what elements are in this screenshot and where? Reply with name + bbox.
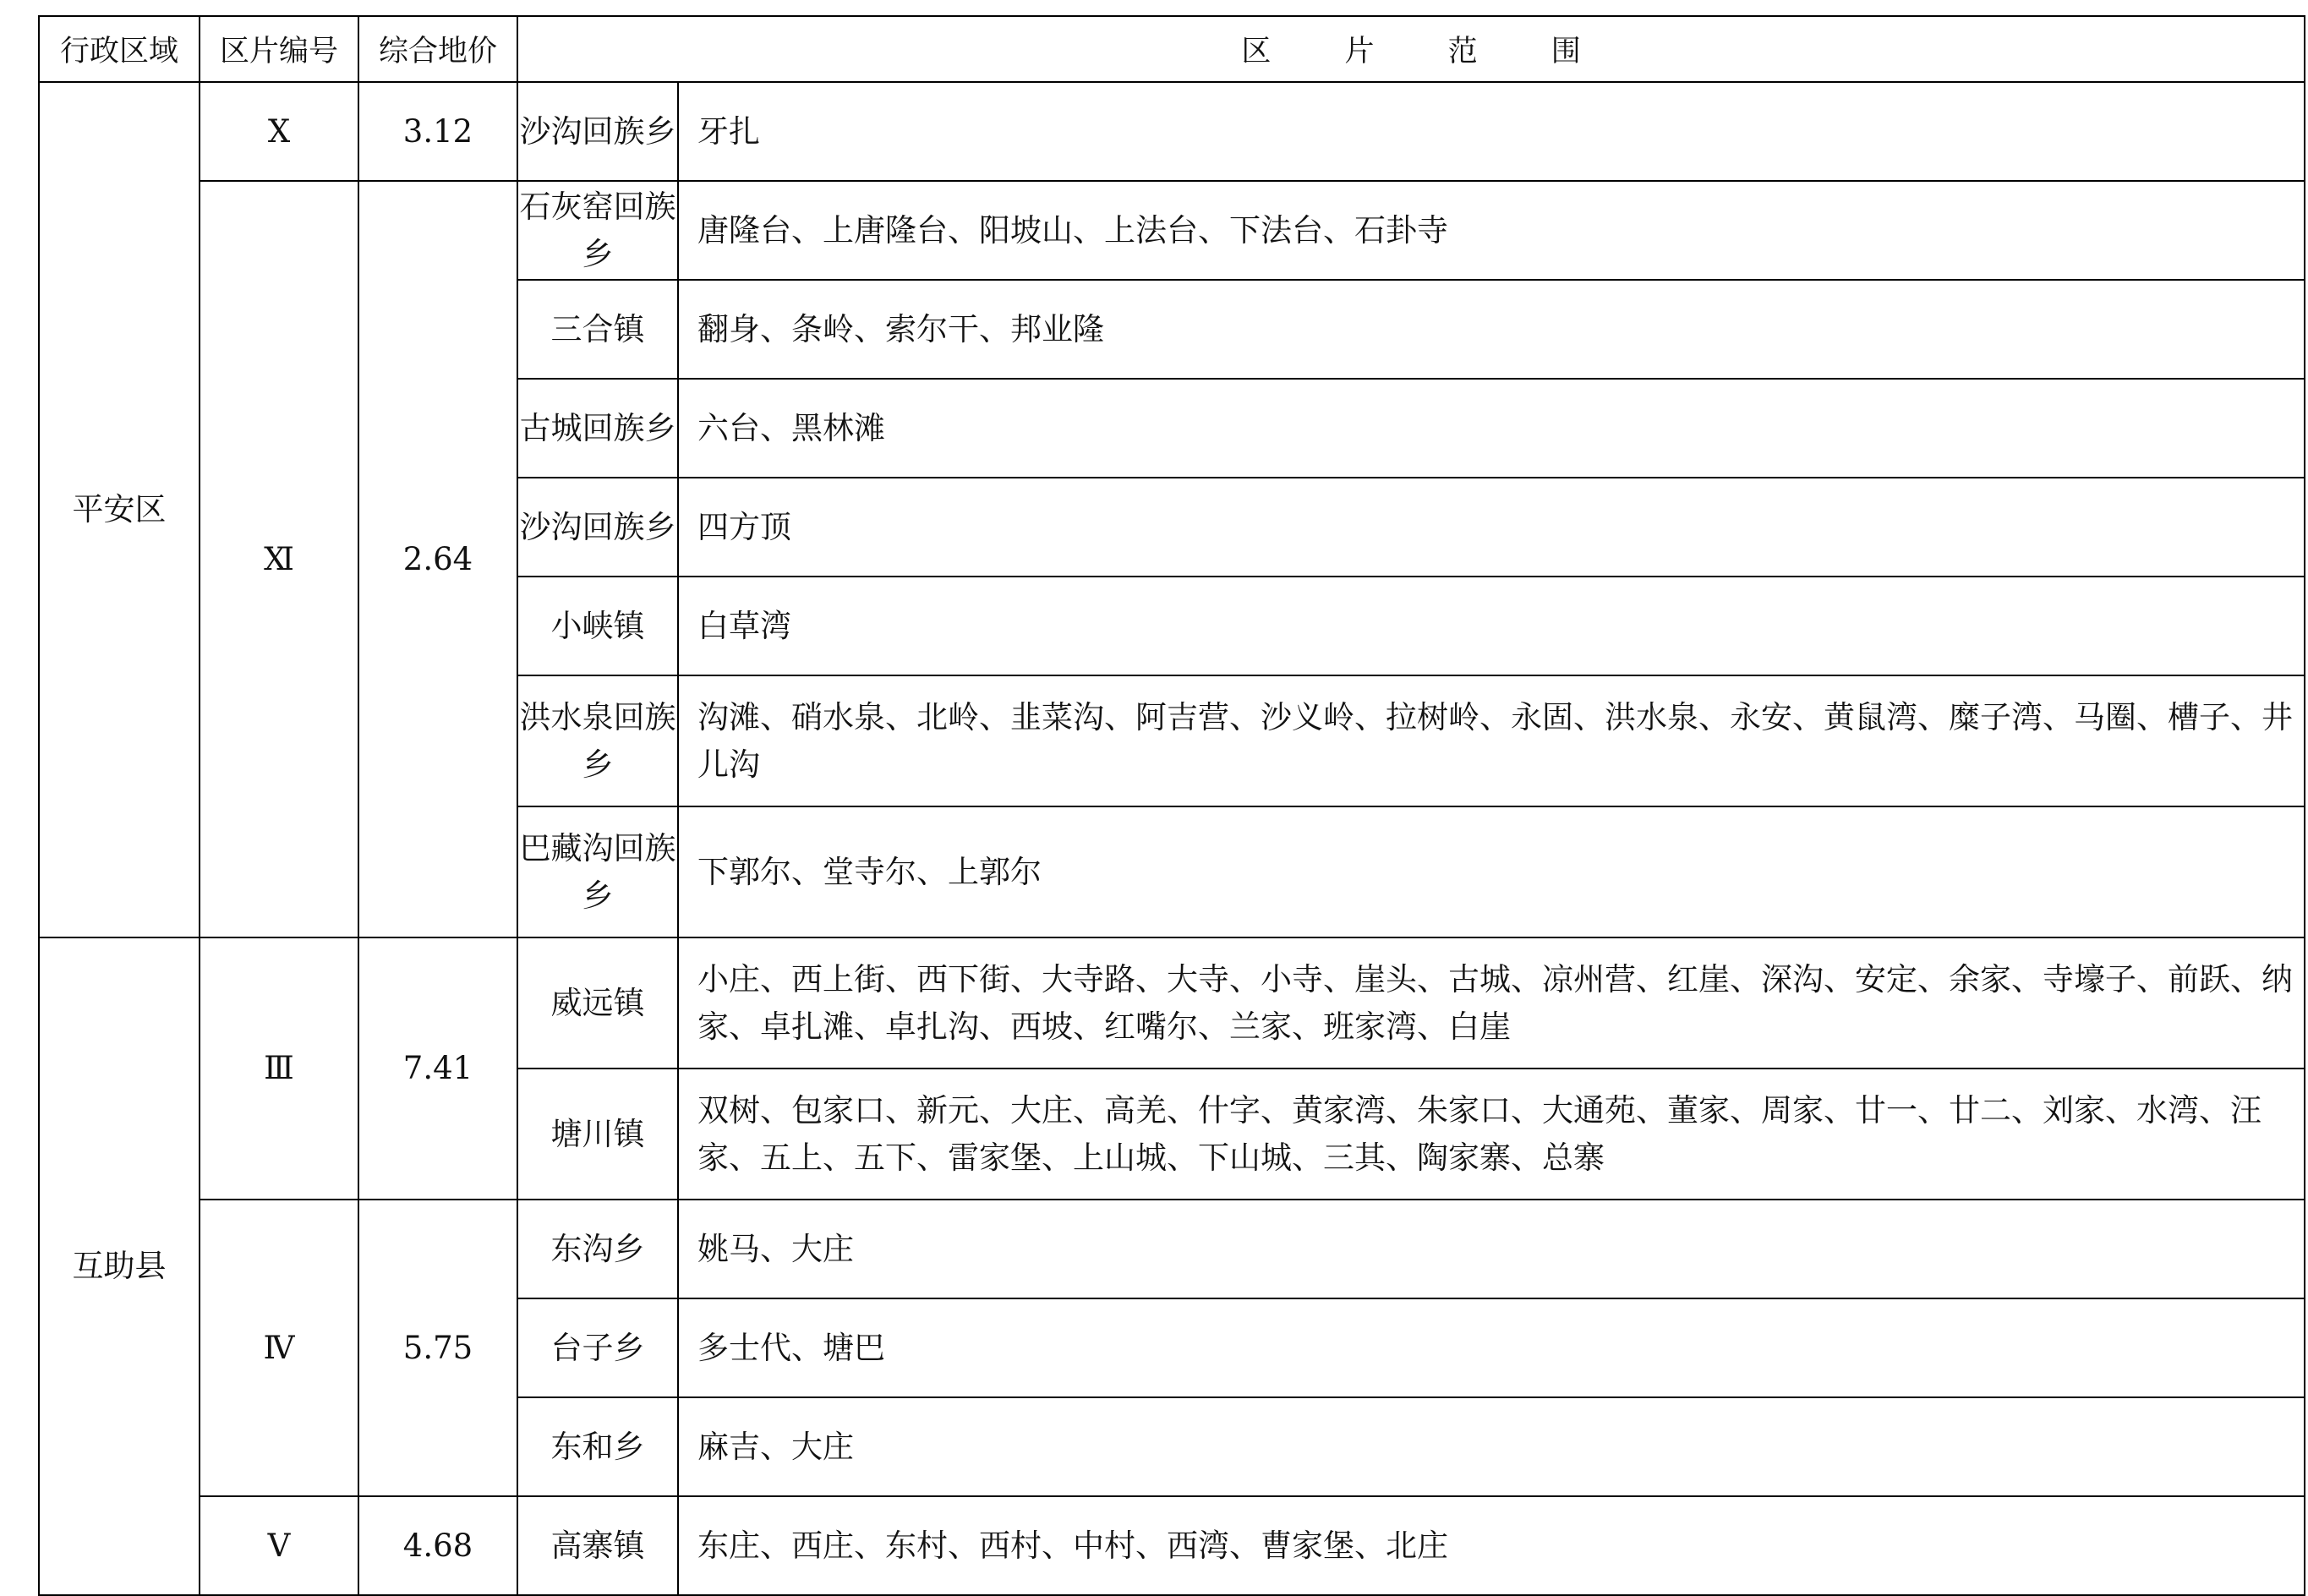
header-range: 区 片 范 围 xyxy=(517,16,2305,82)
zone-cell: Ⅳ xyxy=(200,1200,358,1496)
villages-cell: 双树、包家口、新元、大庄、高羌、什字、黄家湾、朱家口、大通苑、董家、周家、廿一、廿二、刘家、水湾、汪家、五上、五下、雷家堡、上山城、下山城、三其、陶家寨、总寨 xyxy=(678,1069,2305,1200)
villages-cell: 翻身、条岭、索尔干、邦业隆 xyxy=(678,280,2305,379)
villages-cell: 六台、黑林滩 xyxy=(678,379,2305,478)
price-cell: 5.75 xyxy=(358,1200,517,1496)
town-cell: 洪水泉回族乡 xyxy=(517,675,678,806)
table-row xyxy=(39,1496,2305,1595)
town-cell: 东沟乡 xyxy=(517,1200,678,1298)
price-cell: 3.12 xyxy=(358,82,517,181)
table-row xyxy=(39,937,2305,1069)
town-cell: 三合镇 xyxy=(517,280,678,379)
town-cell: 塘川镇 xyxy=(517,1069,678,1200)
price-cell: 2.64 xyxy=(358,181,517,937)
region-cell: 平安区 xyxy=(39,82,200,937)
town-cell: 沙沟回族乡 xyxy=(517,82,678,181)
town-cell: 小峡镇 xyxy=(517,577,678,675)
header-row xyxy=(39,16,2305,82)
header-region: 行政区域 xyxy=(39,16,200,82)
town-cell: 威远镇 xyxy=(517,937,678,1069)
header-price: 综合地价 xyxy=(358,16,517,82)
price-cell: 4.68 xyxy=(358,1496,517,1595)
villages-cell: 小庄、西上街、西下街、大寺路、大寺、小寺、崖头、古城、凉州营、红崖、深沟、安定、余家、寺壕子、前跃、纳家、卓扎滩、卓扎沟、西坡、红嘴尔、兰家、班家湾、白崖 xyxy=(678,937,2305,1069)
town-cell: 台子乡 xyxy=(517,1298,678,1397)
villages-cell: 多士代、塘巴 xyxy=(678,1298,2305,1397)
town-cell: 高寨镇 xyxy=(517,1496,678,1595)
zone-cell: Ⅲ xyxy=(200,937,358,1200)
villages-cell: 唐隆台、上唐隆台、阳坡山、上法台、下法台、石卦寺 xyxy=(678,181,2305,280)
table-row xyxy=(39,1200,2305,1298)
villages-cell: 白草湾 xyxy=(678,577,2305,675)
villages-cell: 下郭尔、堂寺尔、上郭尔 xyxy=(678,806,2305,937)
town-cell: 沙沟回族乡 xyxy=(517,478,678,577)
table-row xyxy=(39,181,2305,280)
zone-cell: Ⅹ xyxy=(200,82,358,181)
town-cell: 东和乡 xyxy=(517,1397,678,1496)
region-cell: 互助县 xyxy=(39,937,200,1595)
villages-cell: 牙扎 xyxy=(678,82,2305,181)
villages-cell: 麻吉、大庄 xyxy=(678,1397,2305,1496)
villages-cell: 沟滩、硝水泉、北岭、韭菜沟、阿吉营、沙义岭、拉树岭、永固、洪水泉、永安、黄鼠湾、糜子湾、马圈、槽子、井儿沟 xyxy=(678,675,2305,806)
zone-cell: Ⅺ xyxy=(200,181,358,937)
header-zone: 区片编号 xyxy=(200,16,358,82)
town-cell: 巴藏沟回族乡 xyxy=(517,806,678,937)
zone-cell: Ⅴ xyxy=(200,1496,358,1595)
table-row xyxy=(39,82,2305,181)
land-price-table xyxy=(38,15,2305,1596)
villages-cell: 东庄、西庄、东村、西村、中村、西湾、曹家堡、北庄 xyxy=(678,1496,2305,1595)
price-cell: 7.41 xyxy=(358,937,517,1200)
villages-cell: 四方顶 xyxy=(678,478,2305,577)
town-cell: 石灰窑回族乡 xyxy=(517,181,678,280)
town-cell: 古城回族乡 xyxy=(517,379,678,478)
villages-cell: 姚马、大庄 xyxy=(678,1200,2305,1298)
